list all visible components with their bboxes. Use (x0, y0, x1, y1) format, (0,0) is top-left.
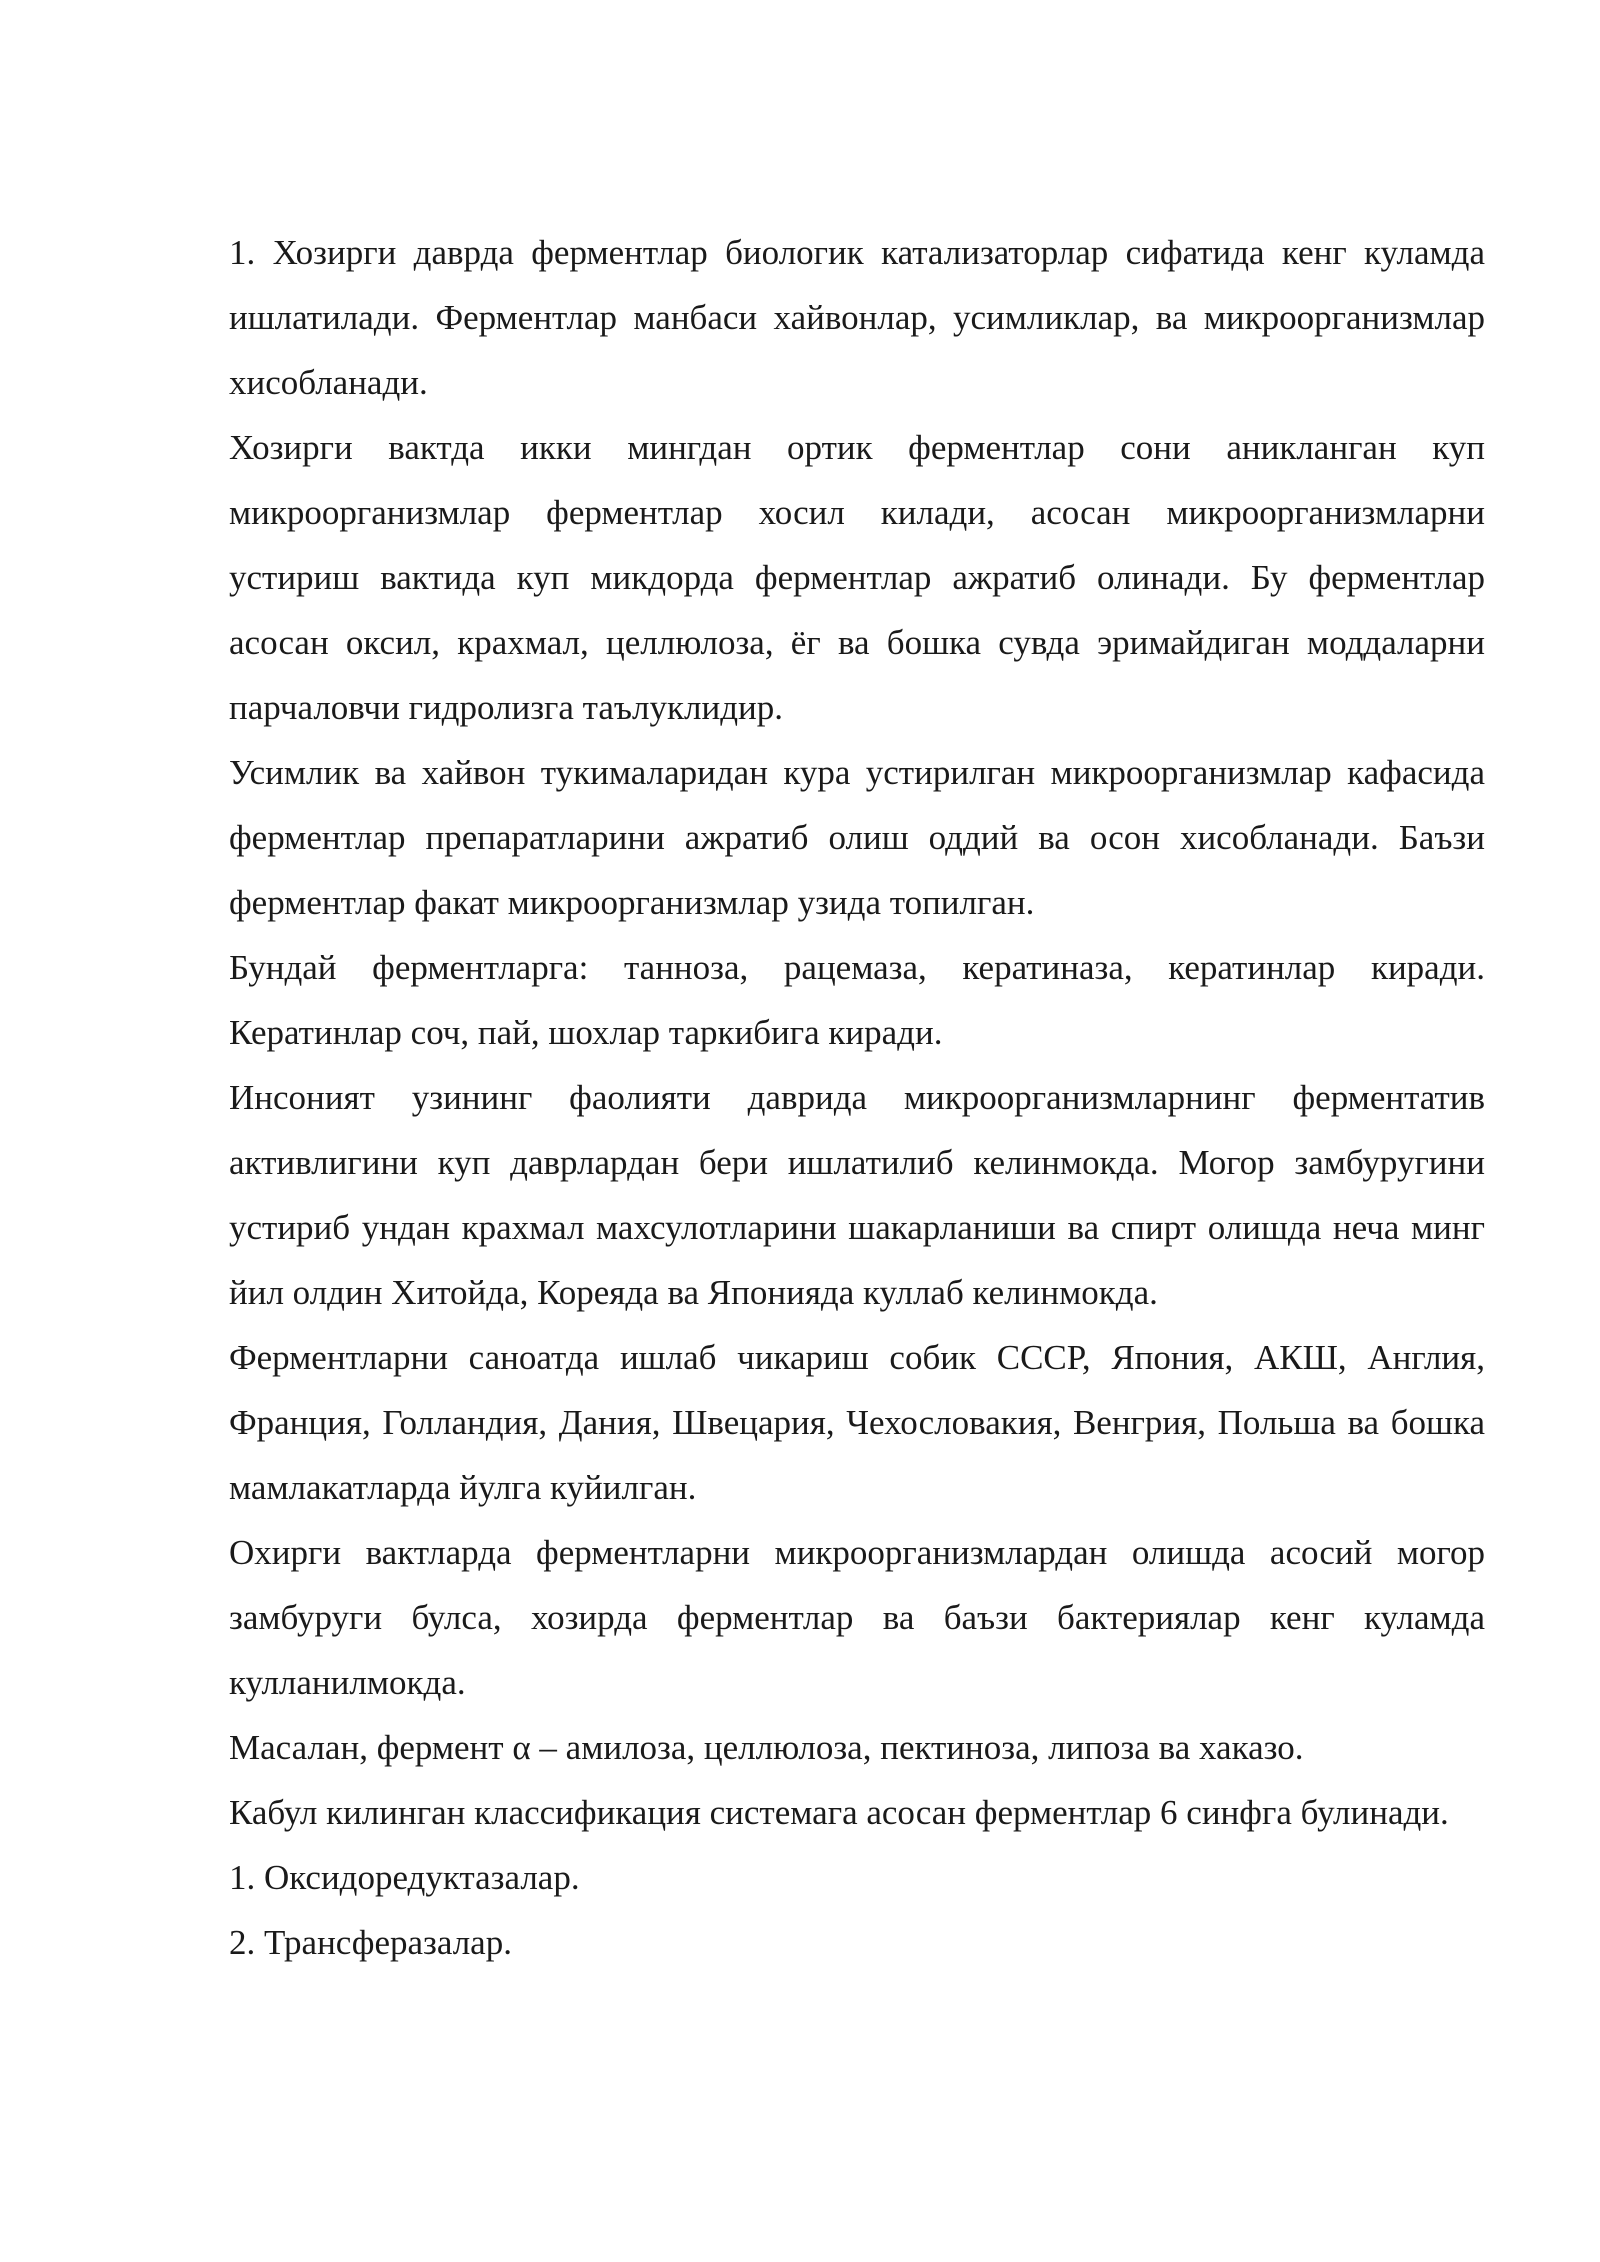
paragraph-enzyme-count: Хозирги вактда икки мингдан ортик ферментлар сони аникланган куп микроорганизмлар ферментлар хосил килади, асосан микроорганизмларни устириш вактида куп микдорда ферментлар ажратиб олинади. Бу ферментлар асосан оксил, крахмал, целлюлоза, ёг ва бошка сувда эримайдиган моддаларни парчаловчи гидролизга таълуклидир. (229, 428, 1485, 727)
list-item-transferases: 2. Трансферазалар. (229, 1923, 512, 1962)
paragraph-keratins: Бундай ферментларга: танноза, рацемаза, кератиназа, кератинлар киради. Кератинлар соч, пай, шохлар таркибига киради. (229, 948, 1485, 1052)
paragraph-plant-animal-tissue: Усимлик ва хайвон тукималаридан кура устирилган микроорганизмлар кафасида ферментлар препаратларини ажратиб олиш оддий ва осон хисобланади. Баъзи ферментлар факат микроорганизмлар узида топилган. (229, 753, 1485, 922)
list-item-oxidoreductases: 1. Оксидоредуктазалар. (229, 1858, 580, 1897)
paragraph-industry-countries: Ферментларни саноатда ишлаб чикариш собик СССР, Япония, АКШ, Англия, Франция, Голландия, Дания, Швецария, Чехословакия, Венгрия, Польша ва бошка мамлакатларда йулга куйилган. (229, 1338, 1485, 1507)
paragraph-intro: 1. Хозирги даврда ферментлар биологик катализаторлар сифатида кенг куламда ишлатилади. Ферментлар манбаси хайвонлар, усимликлар, ва микроорганизмлар хисобланади. (229, 233, 1485, 402)
paragraph-recent-sources: Охирги вактларда ферментларни микроорганизмлардан олишда асосий могор замбуруги булса, хозирда ферментлар ва баъзи бактериялар кенг куламда кулланилмокда. (229, 1533, 1485, 1702)
paragraph-history: Инсоният узининг фаолияти даврида микроорганизмларнинг ферментатив активлигини куп даврлардан бери ишлатилиб келинмокда. Могор замбуругини устириб ундан крахмал махсулотларини шакарланиши ва спирт олишда неча минг йил олдин Хитойда, Кореяда ва Японияда куллаб келинмокда. (229, 1078, 1485, 1312)
paragraph-classification: Кабул килинган классификация системага асосан ферментлар 6 синфга булинади. (229, 1793, 1449, 1832)
document-body (229, 220, 1485, 1975)
paragraph-examples: Масалан, фермент α – амилоза, целлюлоза, пектиноза, липоза ва хаказо. (229, 1728, 1304, 1767)
